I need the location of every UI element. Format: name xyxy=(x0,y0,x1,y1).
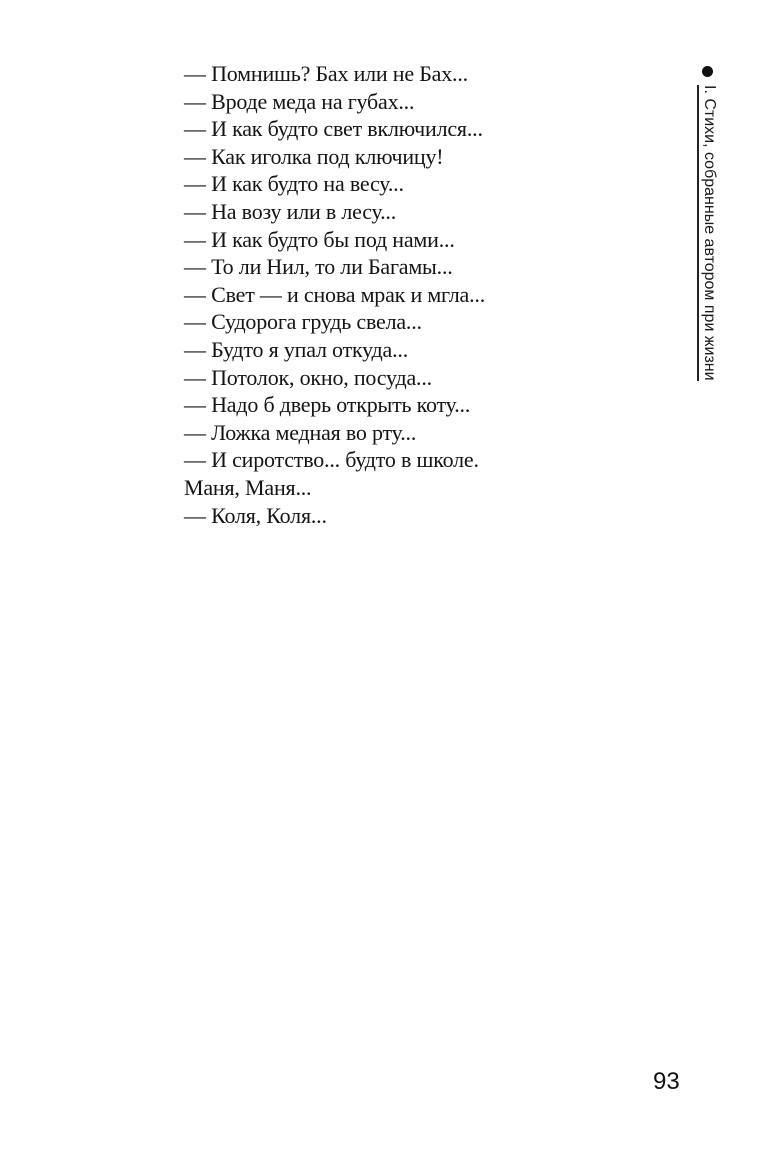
poem-line: Маня, Маня... xyxy=(184,474,312,500)
running-head-title: I. Стихи, собранные автором при жизни xyxy=(698,85,719,381)
poem-line: — Надо б дверь открыть коту... xyxy=(184,392,471,418)
bullet-icon xyxy=(703,66,714,77)
poem-line: — Ложка медная во рту... xyxy=(184,419,417,445)
running-head xyxy=(693,66,723,406)
poem-line: — То ли Нил, то ли Багамы... xyxy=(184,254,453,280)
poem-line: — Потолок, окно, посуда... xyxy=(184,364,432,390)
poem-line: — Коля, Коля... xyxy=(184,502,327,528)
poem-line: — И как будто на весу... xyxy=(184,171,404,197)
poem-line: — Судорога грудь свела... xyxy=(184,309,422,335)
poem-line: — И сиротство... будто в школе. xyxy=(184,447,479,473)
poem-line: — Как иголка под ключицу! xyxy=(184,143,444,169)
page-number: 93 xyxy=(653,1068,680,1095)
poem-line: — Помнишь? Бах или не Бах... xyxy=(184,61,468,86)
poem-line: — И как будто бы под нами... xyxy=(184,226,455,252)
poem-line: — Будто я упал откуда... xyxy=(184,336,409,362)
poem-line: — Вроде меда на губах... xyxy=(184,88,415,114)
poem-line: — Свет — и снова мрак и мгла... xyxy=(184,281,486,307)
poem-line: — И как будто свет включился... xyxy=(184,116,483,142)
poem-text xyxy=(184,60,485,529)
poem-line: — На возу или в лесу... xyxy=(184,198,396,224)
